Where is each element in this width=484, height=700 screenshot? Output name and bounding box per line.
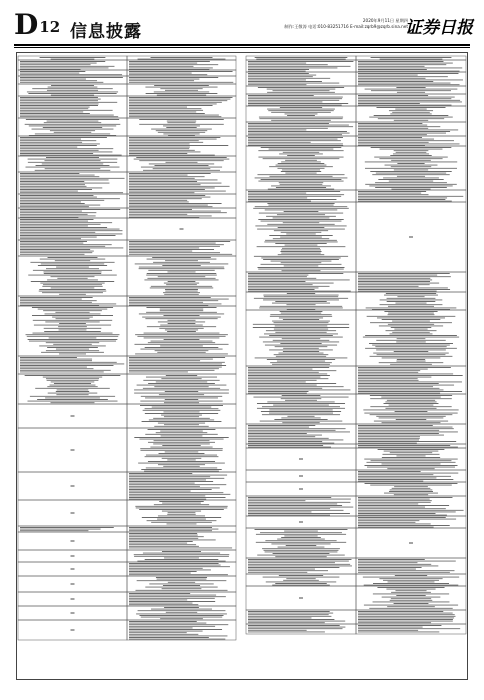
- right-table-block: [246, 54, 466, 678]
- left-table-block: [18, 54, 236, 678]
- masthead-rule: [14, 44, 470, 46]
- masthead-meta: [284, 18, 408, 30]
- newspaper-logo: [405, 10, 473, 40]
- masthead-rule-thin: [14, 47, 470, 48]
- masthead: [14, 8, 473, 44]
- page-number: [14, 10, 60, 40]
- left-column-tables: [18, 54, 236, 678]
- page-number-digits: 12: [39, 18, 61, 36]
- logo-text: 证券日报: [405, 18, 473, 38]
- contact-line: 制作:王敬涛 电话:010-83251716 E-mail:zqrb9@zqrb.sina.net: [284, 24, 408, 29]
- section-title: 信息披露: [70, 22, 142, 42]
- page-letter: D: [14, 8, 39, 41]
- right-column-tables: [246, 54, 466, 678]
- date-line: 2020年9月11日 星期四: [362, 18, 408, 23]
